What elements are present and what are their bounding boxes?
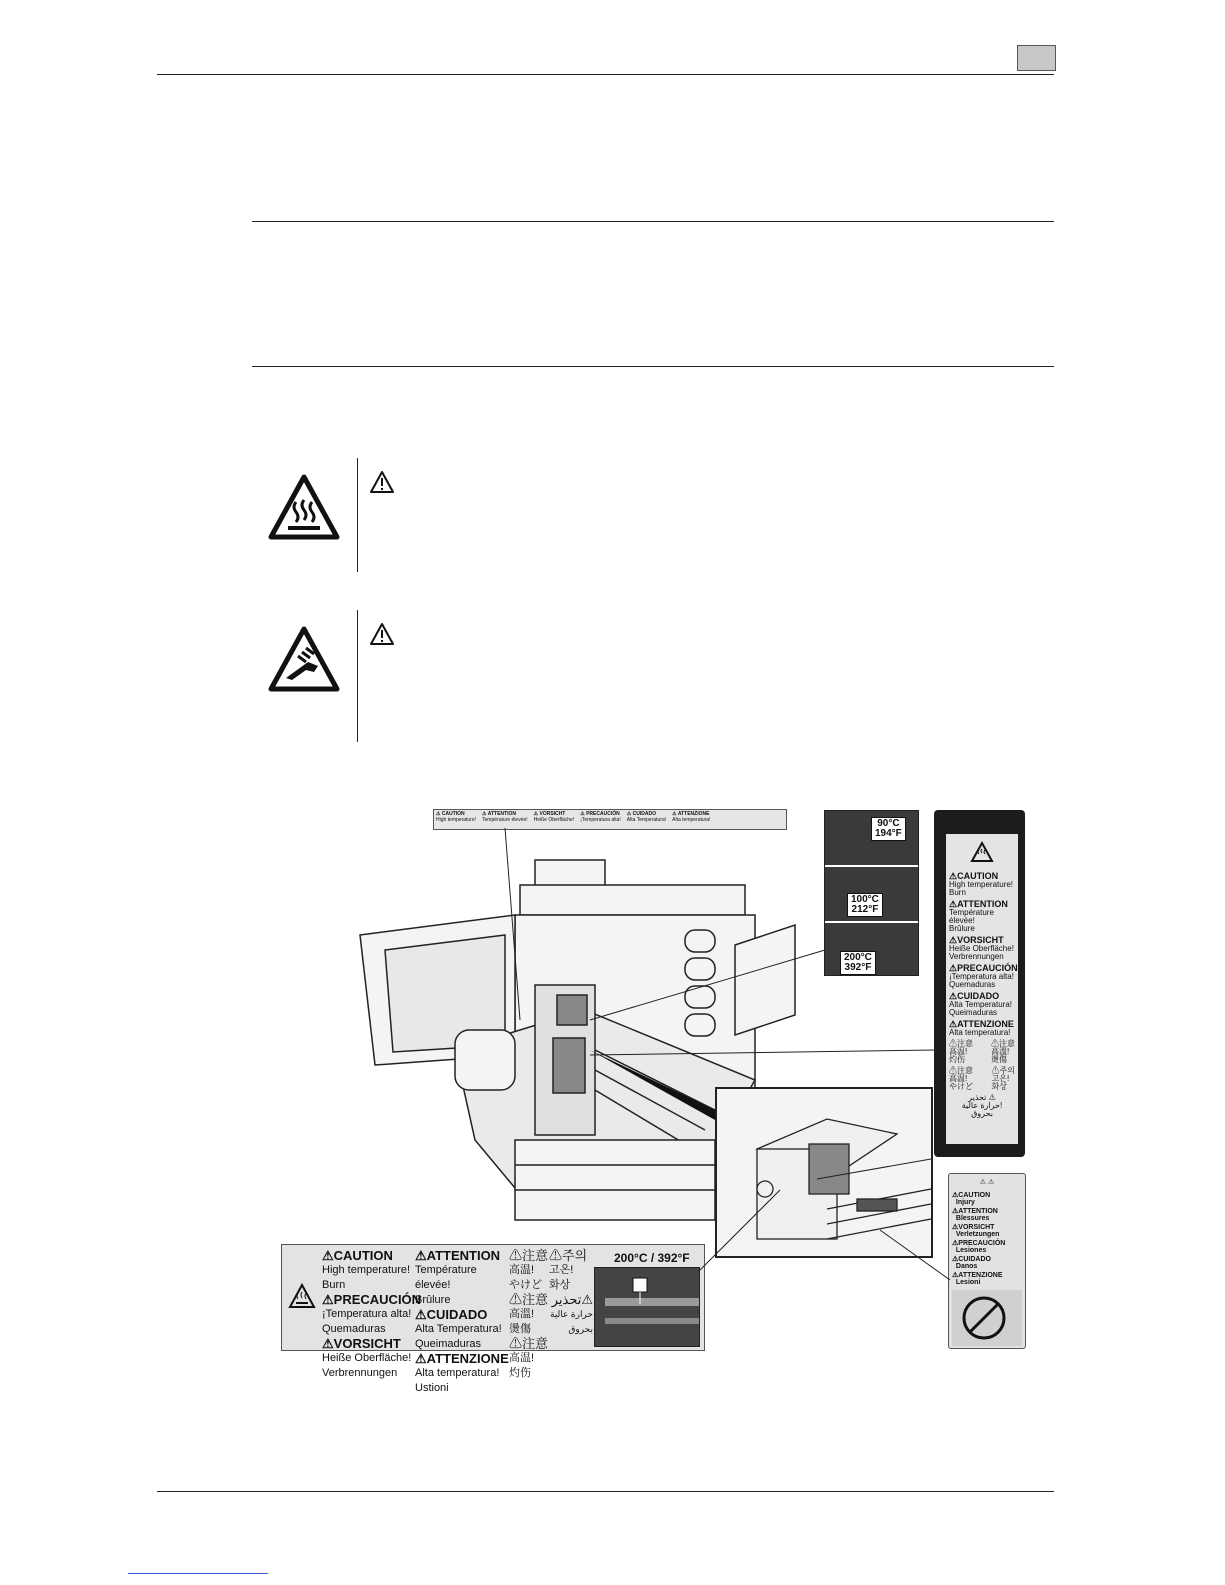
dark-label-head: CUIDADO bbox=[957, 991, 1000, 1001]
strip-sub: High temperature! bbox=[436, 817, 477, 823]
warning-divider-1 bbox=[357, 458, 358, 572]
label-line: Température élevée! bbox=[415, 1264, 477, 1291]
arabic-line: حرارة عالية! bbox=[961, 1101, 1003, 1110]
label-line: حرارة عالية bbox=[550, 1309, 593, 1319]
label-head: تحذير bbox=[551, 1292, 582, 1307]
injury-head: ATTENZIONE bbox=[958, 1272, 1003, 1279]
strip-item: CUIDADO bbox=[632, 811, 656, 817]
injury-label: ⚠ ⚠ ⚠CAUTION Injury ⚠ATTENTION Blessures ⚠VORSICHT Verletzungen ⚠PRECAUCIÓN Lesiones ⚠CUIDADO Danos ⚠ATTENZIONE Lesioni bbox=[948, 1173, 1026, 1349]
temp-194f: 194°F bbox=[875, 828, 902, 839]
strip-item: ATTENTION bbox=[487, 811, 516, 817]
temp-100c: 100°C bbox=[851, 894, 879, 905]
label-line: Brûlure bbox=[415, 1294, 451, 1306]
dark-label-head: ATTENTION bbox=[957, 899, 1008, 909]
label-line: 高温! bbox=[509, 1352, 535, 1364]
strip-item: VORSICHT bbox=[539, 811, 566, 817]
label-line: やけど bbox=[509, 1279, 542, 1291]
dark-label-line: Verbrennungen bbox=[949, 952, 1004, 961]
label-head: 注意 bbox=[522, 1292, 549, 1307]
injury-sub: Lesioni bbox=[955, 1279, 981, 1286]
label-line: Verbrennungen bbox=[322, 1367, 398, 1379]
section-rule-top bbox=[252, 221, 1054, 222]
injury-sub: Injury bbox=[955, 1199, 975, 1206]
cjk-head: 주의 bbox=[999, 1066, 1015, 1075]
dark-label-line: Quemaduras bbox=[949, 980, 996, 989]
label-line: Heiße Oberfläche! bbox=[322, 1352, 412, 1364]
label-temperature: 200°C / 392°F bbox=[614, 1251, 690, 1265]
strip-sub: Heiße Oberfläche! bbox=[533, 817, 575, 823]
injury-head: CAUTION bbox=[958, 1192, 991, 1199]
injury-head: VORSICHT bbox=[958, 1224, 995, 1231]
dark-label-line: Alta Temperatura! bbox=[949, 1000, 1012, 1009]
strip-sub: ¡Temperatura alta! bbox=[580, 817, 621, 823]
dark-label-line: Heiße Oberfläche! bbox=[949, 944, 1014, 953]
cjk-line: 고온! bbox=[991, 1074, 1010, 1083]
dark-label-line: ¡Temperatura alta! bbox=[949, 972, 1014, 981]
injury-head: CUIDADO bbox=[958, 1256, 991, 1263]
label-head: VORSICHT bbox=[333, 1336, 401, 1351]
injury-sub: Blessures bbox=[955, 1215, 990, 1222]
temp-212f: 212°F bbox=[851, 904, 879, 915]
arabic-line: بحروق bbox=[971, 1109, 993, 1118]
strip-sub: Alta Temperatura! bbox=[626, 817, 667, 823]
label-line: 高溫! bbox=[509, 1308, 535, 1320]
warning-icon bbox=[369, 622, 395, 651]
cjk-head: 注意 bbox=[957, 1066, 973, 1075]
dark-label-line: Brûlure bbox=[949, 924, 975, 933]
arabic-head: تحذير bbox=[968, 1093, 987, 1102]
cjk-line: やけど bbox=[949, 1082, 973, 1091]
dark-label-head: PRECAUCIÓN bbox=[957, 963, 1018, 973]
strip-sub: Température élevée! bbox=[482, 817, 528, 823]
label-line: Burn bbox=[322, 1279, 346, 1291]
temperature-inset bbox=[824, 810, 919, 976]
temp-200c: 200°C bbox=[844, 952, 872, 963]
label-line: High temperature! bbox=[322, 1264, 411, 1276]
label-line: ¡Temperatura alta! bbox=[322, 1308, 412, 1320]
warning-icon bbox=[369, 470, 395, 499]
temp-90c: 90°C bbox=[877, 818, 900, 829]
cjk-line: 高溫! bbox=[991, 1047, 1010, 1056]
cjk-line: 高温! bbox=[949, 1074, 968, 1083]
injury-head: PRECAUCIÓN bbox=[958, 1240, 1006, 1247]
bottom-link[interactable] bbox=[128, 1572, 268, 1574]
cjk-head: 注意 bbox=[999, 1039, 1015, 1048]
strip-item: PRECAUCIÓN bbox=[586, 811, 620, 817]
strip-item: CAUTION bbox=[441, 811, 465, 817]
injury-sub: Lesiones bbox=[955, 1247, 987, 1254]
section-rule-bottom bbox=[252, 366, 1054, 367]
strip-sub: Alta temperatura! bbox=[672, 817, 711, 823]
label-line: 灼伤 bbox=[509, 1367, 531, 1379]
label-line: Queimaduras bbox=[415, 1338, 482, 1350]
page-tab bbox=[1017, 45, 1056, 71]
dark-label-line: Burn bbox=[949, 888, 966, 897]
label-line: Quemaduras bbox=[322, 1323, 386, 1335]
cjk-line: 화상 bbox=[991, 1082, 1007, 1091]
hot-surface-icon bbox=[971, 842, 993, 862]
label-head: CUIDADO bbox=[426, 1307, 488, 1322]
label-head: ATTENTION bbox=[426, 1248, 501, 1263]
cjk-head: 注意 bbox=[957, 1039, 973, 1048]
strip-item: ATTENZIONE bbox=[677, 811, 710, 817]
dark-label-line: High temperature! bbox=[949, 880, 1014, 889]
header-rule bbox=[157, 74, 1054, 75]
injury-sub: Danos bbox=[955, 1263, 978, 1270]
label-line: 고온! bbox=[549, 1264, 574, 1276]
label-head: CAUTION bbox=[333, 1248, 393, 1263]
label-head: 주의 bbox=[562, 1248, 588, 1263]
label-line: بحروق bbox=[568, 1324, 593, 1334]
cjk-line: 燙傷 bbox=[991, 1055, 1007, 1064]
hand-injury-symbol bbox=[268, 626, 340, 697]
label-photo bbox=[594, 1267, 700, 1347]
injury-head: ATTENTION bbox=[958, 1208, 998, 1215]
hot-label-large: ⚠CAUTION High temperature! Burn ⚠PRECAUCIÓN ¡Temperatura alta! Quemaduras ⚠VORSICHT Heiße Oberfläche! Verbrennungen ⚠ATTENTION Température élevée! Brûlure ⚠CUIDADO Alta Temperatura! Queimaduras ⚠ATTENZIONE Alta temperatura! Ustioni ⚠注意 高温! やけど ⚠注意 高溫! 燙傷 ⚠注意 高温! 灼伤 ⚠주의 고온! 화상 تحذير⚠ حرارة عالية بحروق 200°C / 392°F bbox=[281, 1244, 705, 1351]
cjk-line: 高温! bbox=[949, 1047, 968, 1056]
label-head: 注意 bbox=[522, 1336, 549, 1351]
label-head: ATTENZIONE bbox=[426, 1351, 509, 1366]
dark-label-line: Alta temperatura! bbox=[949, 1028, 1011, 1037]
temp-392f: 392°F bbox=[844, 962, 872, 973]
hot-label-vertical: ⚠CAUTION High temperature! Burn ⚠ATTENTION Température élevée! Brûlure ⚠VORSICHT Heiße Oberfläche! Verbrennungen ⚠PRECAUCIÓN ¡Temperatura alta! Quemaduras ⚠CUIDADO Alta Temperatura! Queimaduras ⚠ATTENZIONE Alta temperatura! ⚠注意 高温! 灼伤 ⚠注意 高溫! 燙傷 ⚠注意 高温! やけど ⚠주의 고온! 화상 تحذير ⚠ حرارة عالية! بحروق bbox=[934, 810, 1025, 1157]
warning-divider-2 bbox=[357, 610, 358, 742]
hot-surface-symbol bbox=[268, 474, 340, 545]
label-line: Alta temperatura! bbox=[415, 1367, 500, 1379]
dark-label-head: CAUTION bbox=[957, 871, 999, 881]
cjk-line: 灼伤 bbox=[949, 1055, 965, 1064]
dark-label-line: Température élevée! bbox=[949, 908, 994, 925]
dark-label-line: Queimaduras bbox=[949, 1008, 998, 1017]
label-line: Ustioni bbox=[415, 1382, 449, 1394]
label-line: 高温! bbox=[509, 1264, 535, 1276]
dark-label-head: VORSICHT bbox=[957, 935, 1004, 945]
footer-rule bbox=[157, 1491, 1054, 1492]
label-head: PRECAUCIÓN bbox=[333, 1292, 422, 1307]
injury-sub: Verletzungen bbox=[955, 1231, 1000, 1238]
hot-label-strip: ⚠ CAUTION High temperature! ⚠ ATTENTION Température élevée! ⚠ VORSICHT Heiße Oberfläche! ⚠ PRECAUCIÓN ¡Temperatura alta! ⚠ CUIDADO Alta Temperatura! ⚠ ATTENZIONE Alta temperatura! bbox=[433, 809, 787, 830]
label-line: 燙傷 bbox=[509, 1323, 531, 1335]
label-line: Alta Temperatura! bbox=[415, 1323, 502, 1335]
label-line: 화상 bbox=[549, 1279, 571, 1291]
dark-label-head: ATTENZIONE bbox=[957, 1019, 1014, 1029]
label-head: 注意 bbox=[522, 1248, 549, 1263]
connector-lines bbox=[690, 1150, 990, 1305]
hot-surface-icon bbox=[288, 1283, 316, 1309]
